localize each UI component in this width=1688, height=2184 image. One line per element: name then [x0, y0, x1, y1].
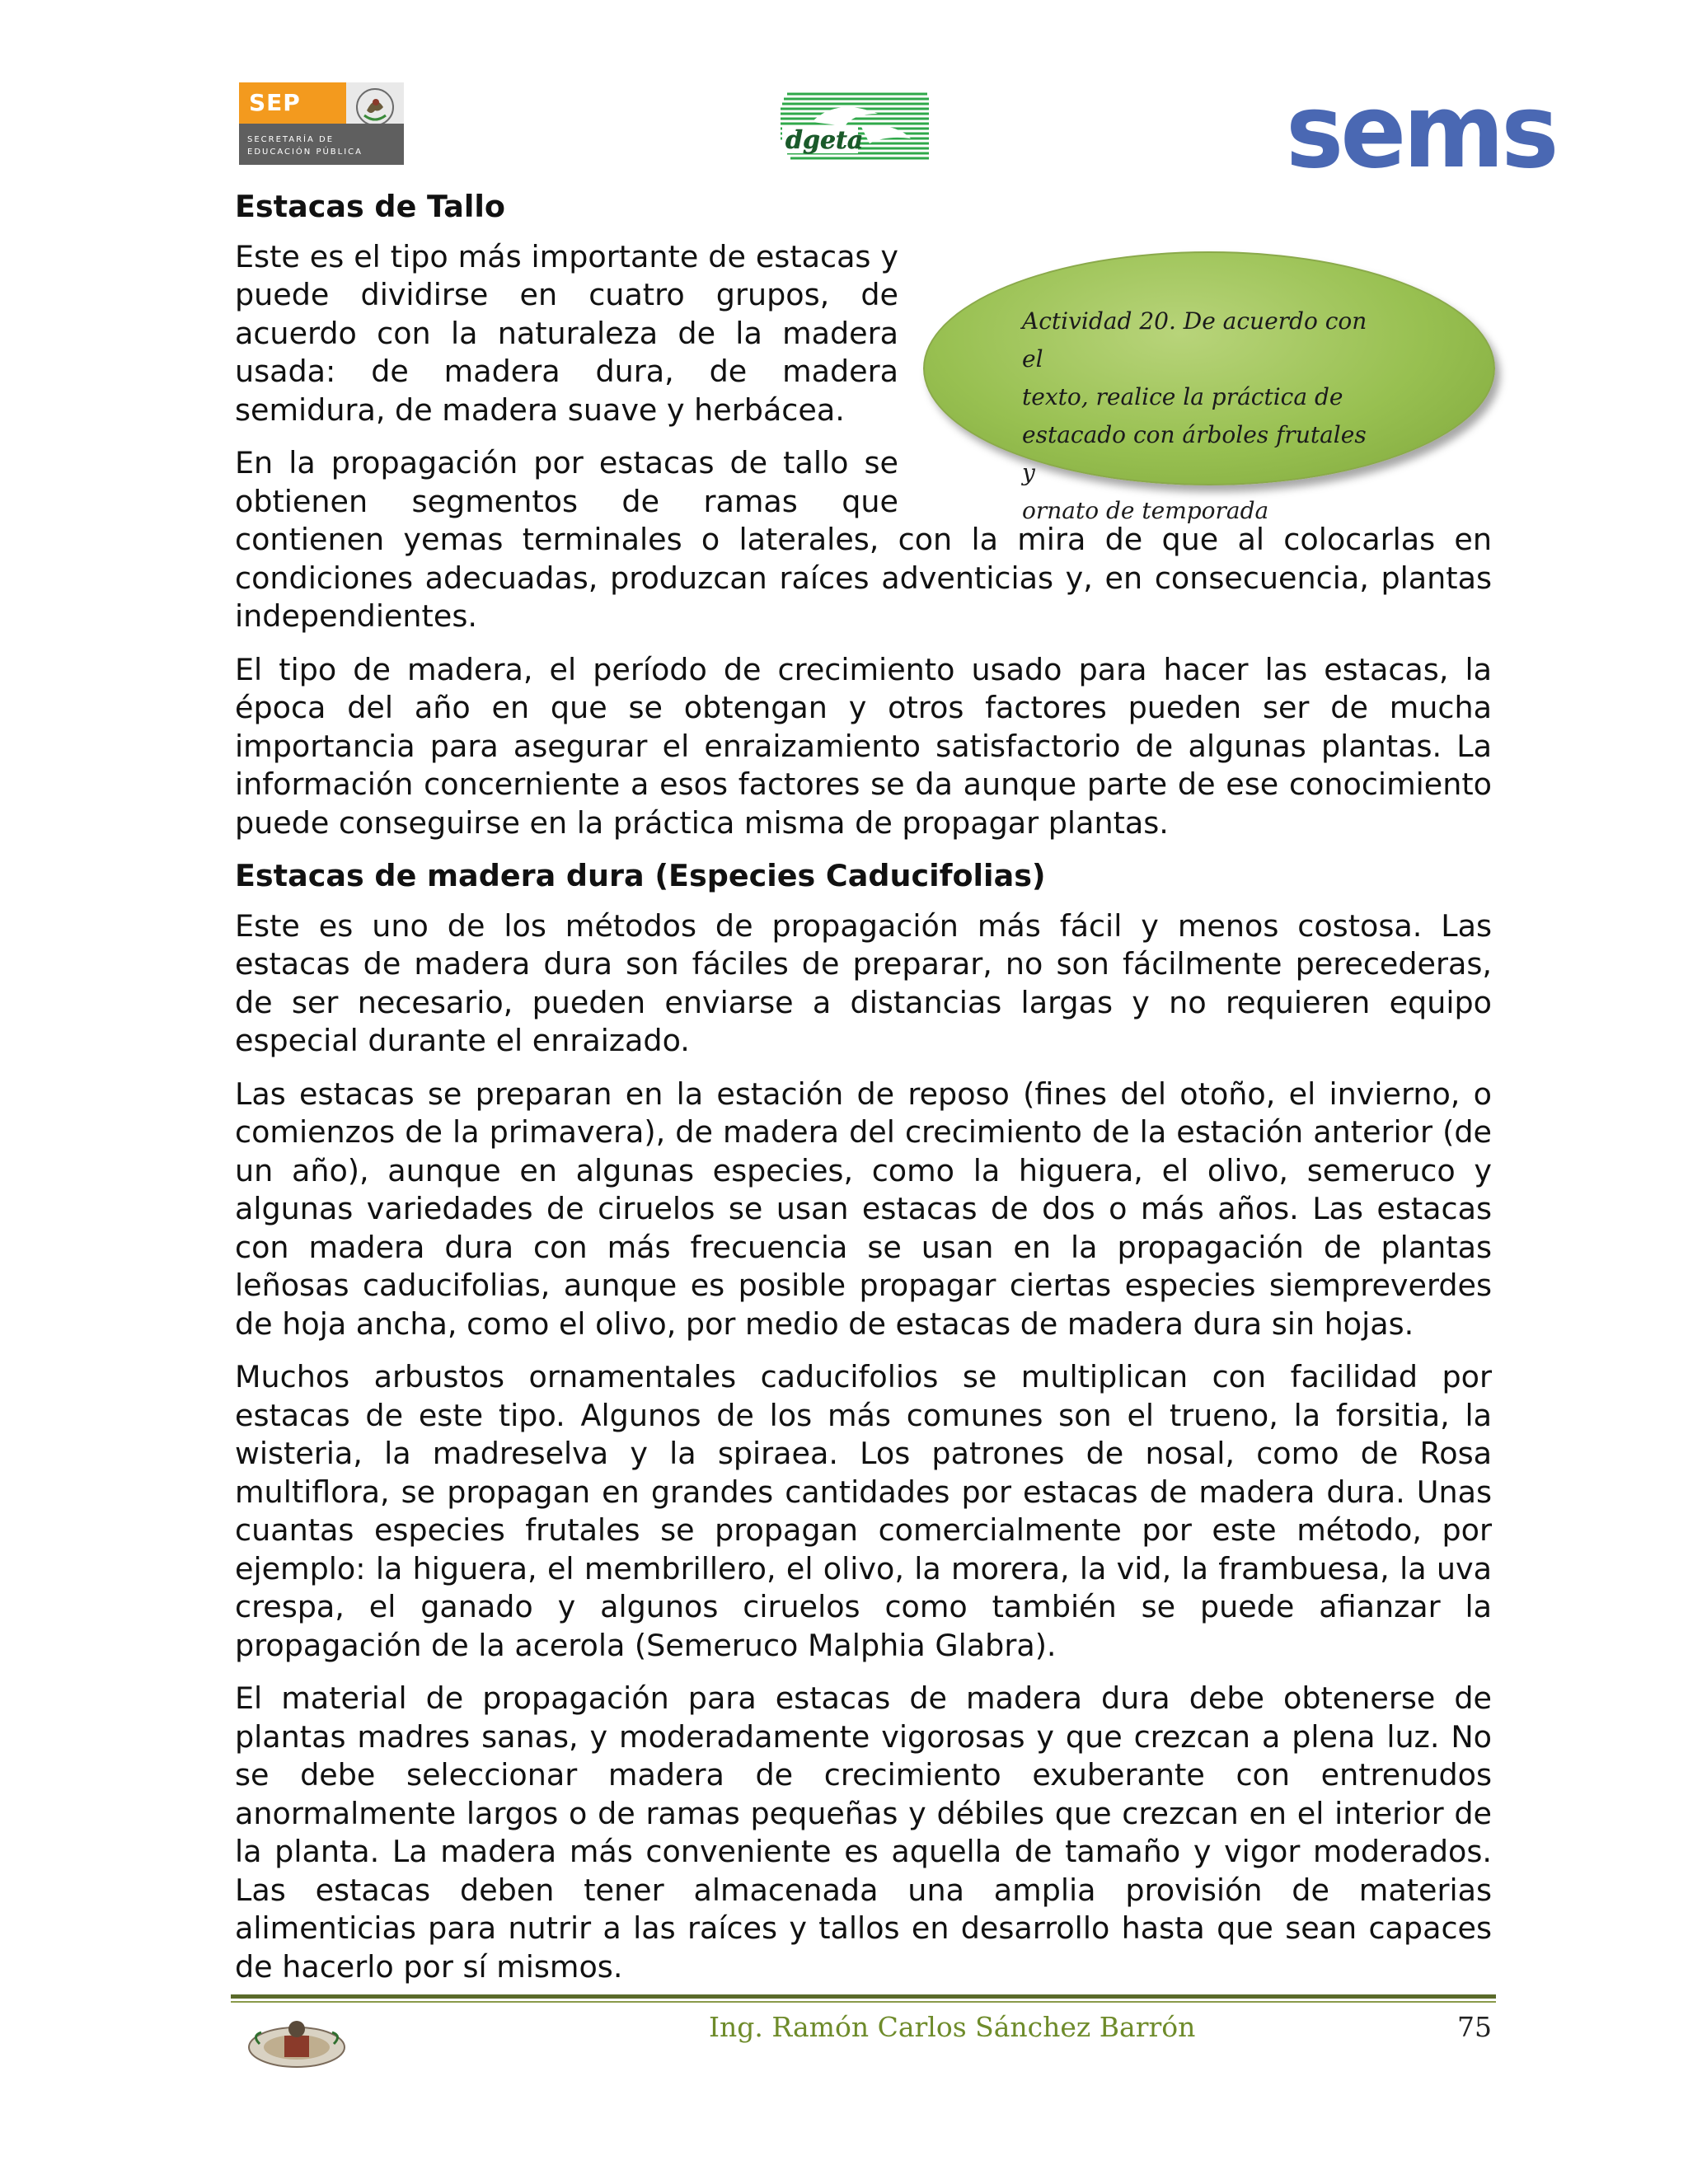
paragraph: En la propagación por estacas de tallo se obtienen segmentos de ramas que contienen yemas terminales o laterales, con la mira de que al colocarlas en condiciones adecuadas, produzcan raíces adventicias y, en consecuencia, plantas independientes.	[235, 445, 1492, 634]
sep-logo-subtitle	[239, 124, 404, 165]
dgeta-logo	[779, 89, 931, 162]
sep-subtitle-line2: EDUCACIÓN PÚBLICA	[247, 148, 363, 157]
paragraph: Muchos arbustos ornamentales caducifolios se multiplican con facilidad por estacas de este tipo. Algunos de los más comunes son el trueno, la forsitia, la wisteria, la madreselva y la spiraea. Los patrones de nosal, como de Rosa multiflora, se propagan en grandes cantidades por estacas de madera dura. Unas cuantas especies frutales se propagan comercialmente por este método, por ejemplo: la higuera, el membrillero, el olivo, la morera, la vid, la frambuesa, la uva crespa, el ganado y algunos ciruelos como también se puede afianzar la propagación de la acerola (Semeruco Malphia Glabra).	[235, 1359, 1492, 1663]
paragraph: Las estacas se preparan en la estación de reposo (fines del otoño, el invierno, o comienzos de la primavera), de madera del crecimiento de la estación anterior (de un año), aunque en algunas especies, como la higuera, el olivo, semeruco y algunas variedades de ciruelos se usan estacas de dos o más años. Las estacas con madera dura con más frecuencia se usan en la propagación de plantas leñosas caducifolias, aunque es posible propagar ciertas especies siempreverdes de hoja ancha, como el olivo, por medio de estacas de madera dura sin hojas.	[235, 1076, 1492, 1342]
dgeta-logo-label: dgeta	[785, 126, 864, 155]
activity-line-4: ornato de temporada	[1022, 496, 1269, 524]
paragraph: El material de propagación para estacas de madera dura debe obtenerse de plantas madres sanas, y moderadamente vigorosas y que crezcan a plena luz. No se debe seleccionar madera de crecimiento exuberante con entrenudos anormalmente largos o de ramas pequeñas y débiles que crezcan en el interior de la planta. La madera más conveniente es aquella de tamaño y vigor moderados. Las estacas deben tener almacenada una amplia provisión de materias alimenticias para nutrir a las raíces y tallos en desarrollo hasta que sean capaces de hacerlo por sí mismos.	[235, 1680, 1492, 1985]
page-header	[0, 0, 1688, 191]
activity-line-1: Actividad 20. De acuerdo con el	[1022, 307, 1367, 373]
sep-logo-label: SEP	[249, 89, 301, 116]
footer-divider	[231, 1994, 1496, 2003]
sems-logo: sems	[1286, 71, 1556, 191]
activity-callout	[923, 251, 1500, 524]
section-heading-madera-dura: Estacas de madera dura (Especies Caducifolias)	[235, 858, 1046, 893]
sep-logo	[239, 82, 404, 165]
activity-line-2: texto, realice la práctica de	[1022, 382, 1343, 410]
footer-author: Ing. Ramón Carlos Sánchez Barrón	[709, 2011, 1196, 2043]
activity-line-3: estacado con árboles frutales y	[1022, 420, 1367, 486]
page-number: 75	[1457, 2011, 1492, 2043]
paragraph: El tipo de madera, el período de crecimiento usado para hacer las estacas, la época del año en que se obtengan y otros factores pueden ser de mucha importancia para asegurar el enraizamiento satisfactorio de algunas plantas. La información concerniente a esos factores se da aunque parte de ese conocimiento puede conseguirse en la práctica misma de propagar plantas.	[235, 651, 1492, 841]
document-body	[235, 188, 1492, 2001]
paragraph: Este es el tipo más importante de estacas y puede dividirse en cuatro grupos, de acuerdo con la naturaleza de la madera usada: de madera dura, de madera semidura, de madera suave y herbácea.	[235, 238, 898, 428]
sep-logo-orange-block	[239, 82, 346, 124]
section-heading-estacas-tallo: Estacas de Tallo	[235, 189, 505, 224]
activity-text	[1022, 302, 1385, 530]
sep-subtitle-line1: SECRETARÍA DE	[247, 135, 335, 144]
paragraph: Este es uno de los métodos de propagación más fácil y menos costosa. Las estacas de madera dura son fáciles de preparar, no son fácilmente perecederas, de ser necesario, pueden enviarse a distancias largas y no requieren equipo especial durante el enraizado.	[235, 907, 1492, 1058]
school-emblem-icon	[243, 2011, 350, 2077]
